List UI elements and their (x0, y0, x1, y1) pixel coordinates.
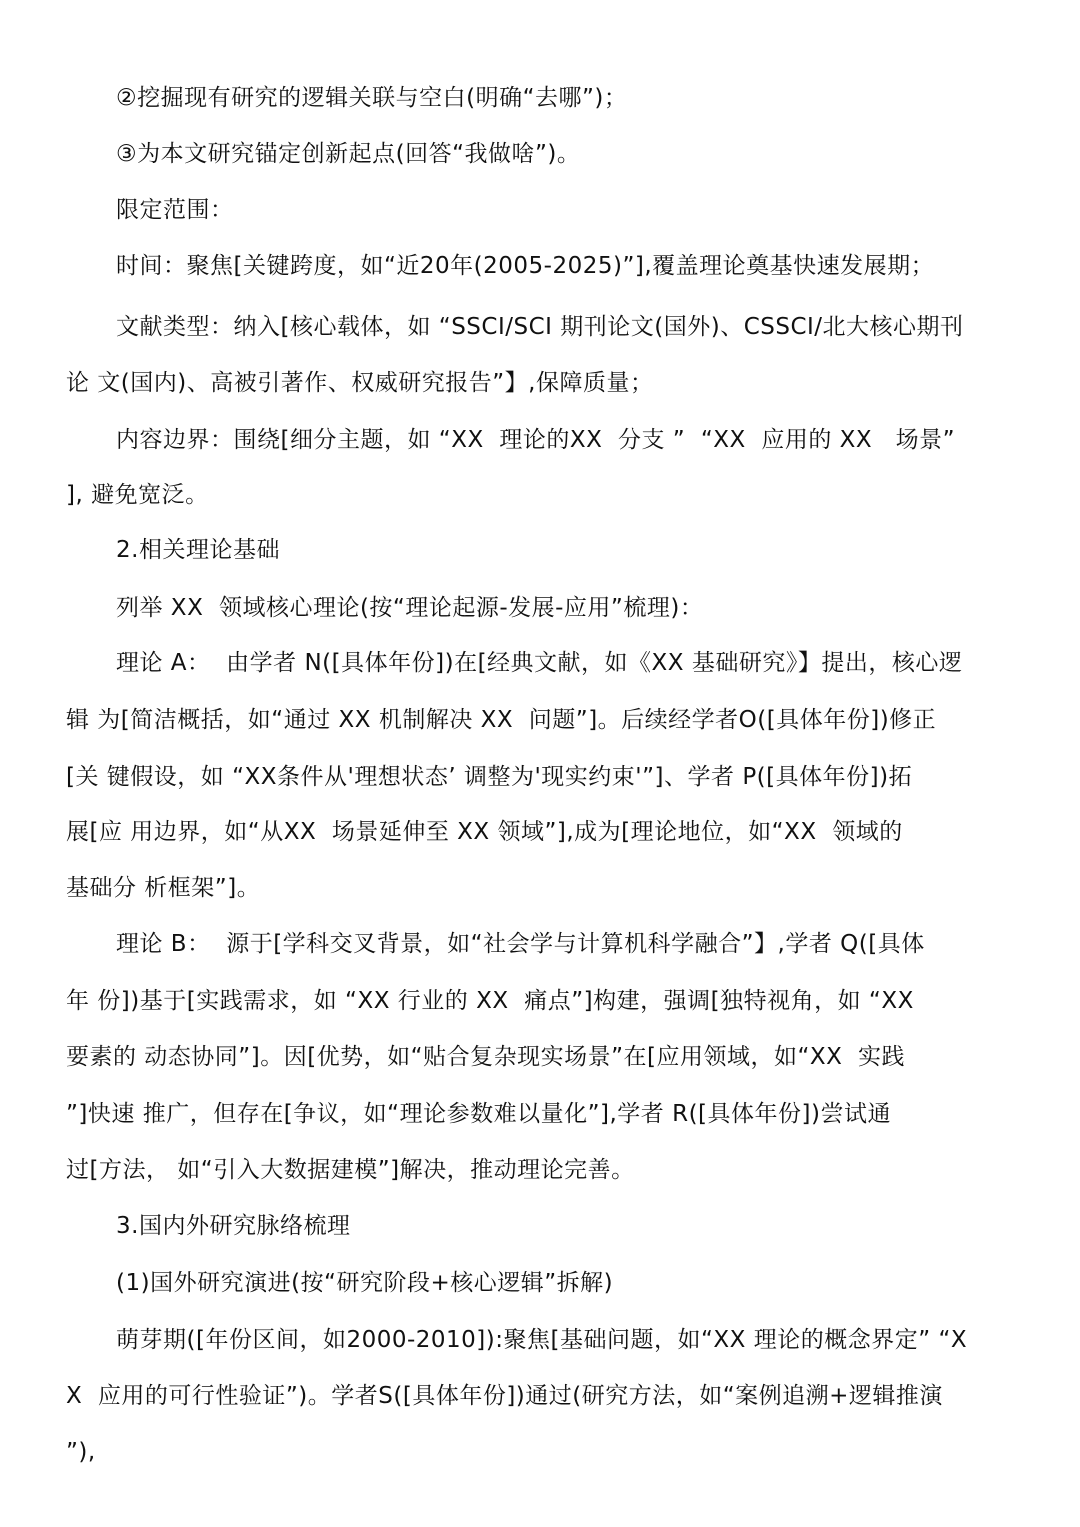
text-line-20: 过[方法， 如“引入大数据建模”]解决，推动理论完善。 (66, 1157, 635, 1183)
text-line-3: 限定范围： (116, 197, 234, 223)
text-line-22: (1)国外研究演进(按“研究阶段+核心逻辑”拆解) (116, 1270, 614, 1296)
text-line-4: 时间：聚焦[关键跨度，如“近20年(2005-2025)”],覆盖理论奠基快速发展期； (116, 253, 935, 279)
text-line-10: 列举 XX 领域核心理论(按“理论起源-发展-应用”梳理)： (116, 595, 704, 621)
text-line-24: X 应用的可行性验证”)。学者S([具体年份])通过(研究方法，如“案例追溯+逻辑推演 (66, 1383, 943, 1409)
text-line-16: 理论 B： 源于[学科交叉背景，如“社会学与计算机科学融合”】,学者 Q([具体 (116, 931, 925, 957)
text-line-1: ②挖掘现有研究的逻辑关联与空白(明确“去哪”)； (116, 85, 628, 111)
text-line-8: ], 避免宽泛。 (66, 482, 209, 508)
text-line-13: [关 键假设，如 “XX条件从'理想状态’ 调整为'现实约束'”]、学者 P([具体年份])拓 (66, 764, 913, 790)
text-line-2: ③为本文研究锚定创新起点(回答“我做啥”)。 (116, 141, 581, 167)
text-line-6: 论 文(国内)、高被引著作、权威研究报告”】,保障质量； (66, 370, 654, 396)
text-line-7: 内容边界：围绕[细分主题，如 “XX 理论的XX 分支 ” “XX 应用的 XX 场景” (116, 427, 956, 453)
text-line-19: ”]快速 推广，但存在[争议，如“理论参数难以量化”],学者 R([具体年份])尝试通 (66, 1101, 891, 1127)
text-line-12: 辑 为[简洁概括，如“通过 XX 机制解决 XX 问题”]。后续经学者O([具体年份])修正 (66, 707, 937, 733)
text-line-9: 2.相关理论基础 (116, 537, 280, 563)
text-line-21: 3.国内外研究脉络梳理 (116, 1213, 351, 1239)
text-line-17: 年 份])基于[实践需求，如 “XX 行业的 XX 痛点”]构建，强调[独特视角，如 “XX (66, 988, 914, 1014)
text-line-23: 萌芽期([年份区间，如2000-2010]):聚焦[基础问题，如“XX 理论的概念界定” “X (116, 1327, 968, 1353)
text-line-15: 基础分 析框架”]。 (66, 875, 261, 901)
text-line-5: 文献类型：纳入[核心载体，如 “SSCI/SCI 期刊论文(国外)、CSSCI/北大核心期刊 (116, 314, 964, 340)
text-line-11: 理论 A： 由学者 N([具体年份])在[经典文献，如《XX 基础研究》】提出，核心逻 (116, 650, 963, 676)
text-line-18: 要素的 动态协同”]。因[优势，如“贴合复杂现实场景”在[应用领域，如“XX 实践 (66, 1044, 906, 1070)
text-line-14: 展[应 用边界，如“从XX 场景延伸至 XX 领域”],成为[理论地位，如“XX 领域的 (66, 819, 903, 845)
text-line-25: ”), (66, 1439, 96, 1465)
